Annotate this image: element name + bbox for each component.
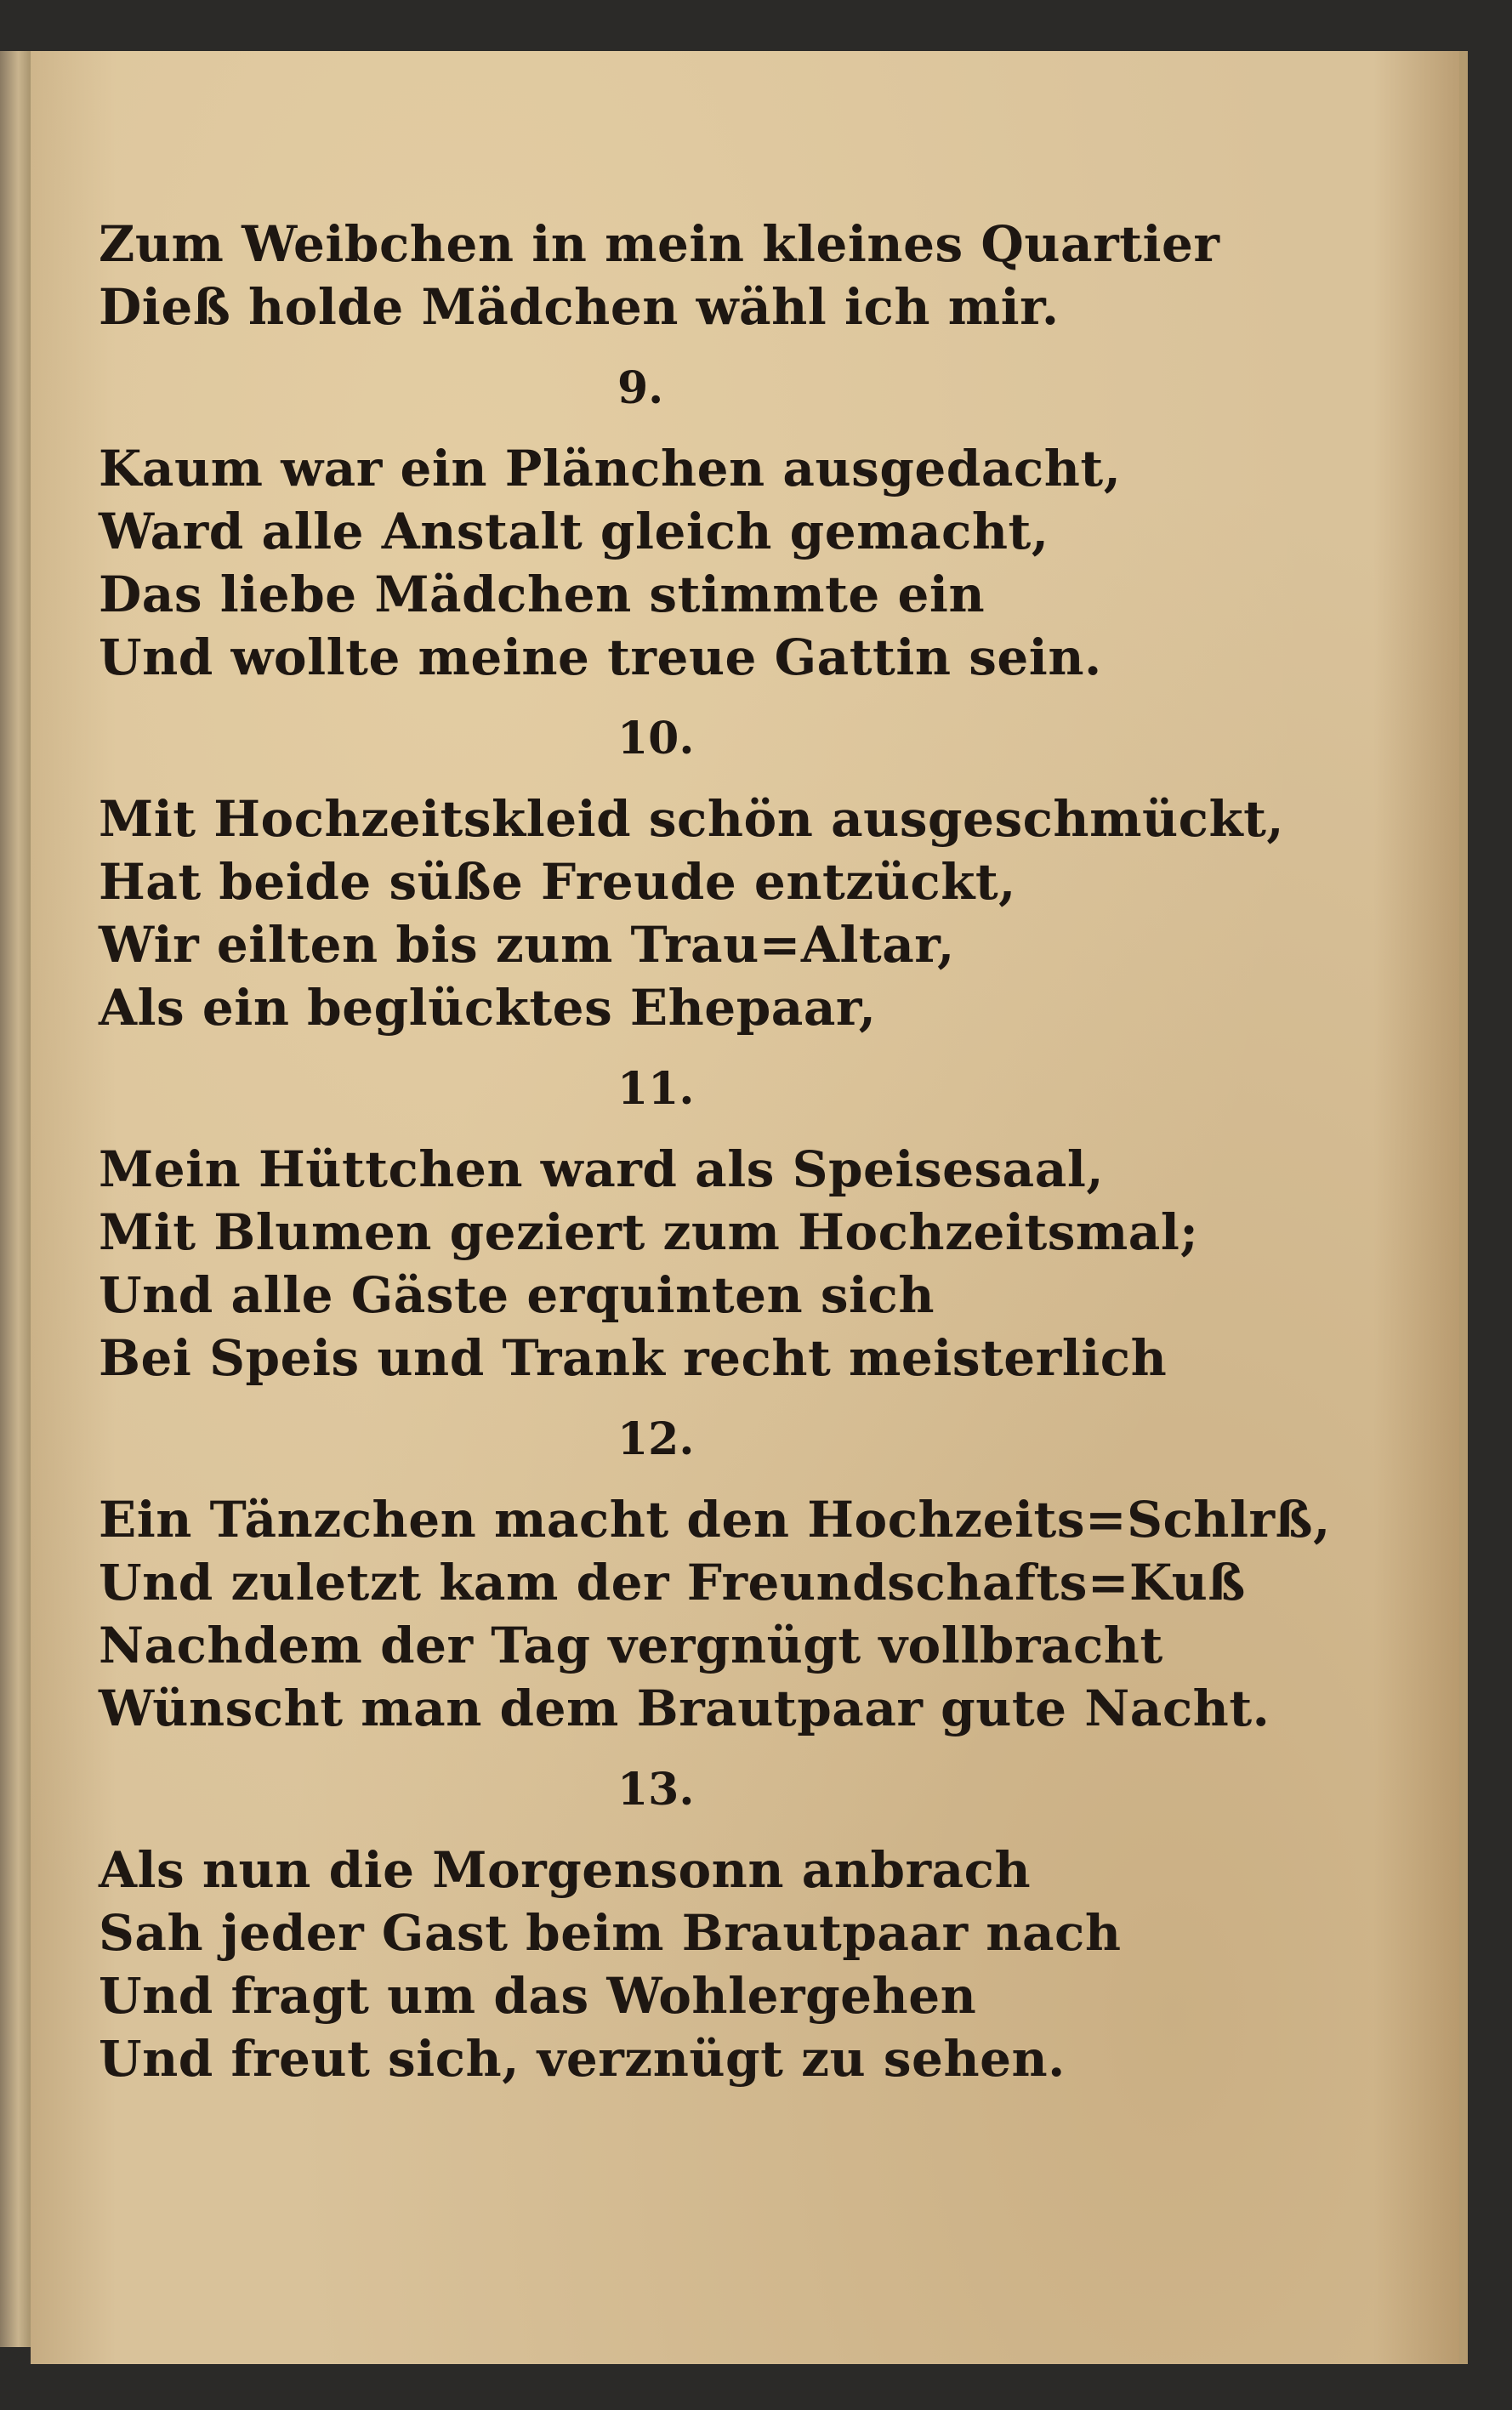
verse-line: Als nun die Morgensonn anbrach xyxy=(99,1841,1032,1899)
verse-line: Wir eilten bis zum Trau=Altar, xyxy=(99,916,955,974)
stanza-number: 12. xyxy=(617,1413,695,1465)
verse-line: Bei Speis und Trank recht meisterlich xyxy=(99,1329,1168,1387)
verse-line: Mit Hochzeitskleid schön ausgeschmückt, xyxy=(99,790,1285,848)
verse-line: Und fragt um das Wohlergehen xyxy=(99,1967,977,2025)
verse-line: Und freut sich, verznügt zu sehen. xyxy=(99,2030,1066,2088)
verse-line: Wünscht man dem Brautpaar gute Nacht. xyxy=(99,1680,1270,1737)
verse-line: Zum Weibchen in mein kleines Quartier xyxy=(99,215,1220,273)
stanza-number: 10. xyxy=(617,713,695,764)
verse-line: Und wollte meine treue Gattin sein. xyxy=(99,628,1102,686)
verse-line: Und alle Gäste erquinten sich xyxy=(99,1266,935,1324)
verse-line: Mein Hüttchen ward als Speisesaal, xyxy=(99,1140,1105,1198)
stanza-9 xyxy=(99,350,1196,689)
stanza-number: 11. xyxy=(617,1063,695,1115)
stanza-10 xyxy=(99,701,1285,1039)
poem-body xyxy=(99,213,1331,2090)
stanza-13 xyxy=(99,1752,1196,2090)
stanza-number: 9. xyxy=(617,362,664,414)
verse-line: Dieß holde Mädchen wähl ich mir. xyxy=(99,278,1060,336)
verse-line: Als ein beglücktes Ehepaar, xyxy=(99,979,877,1037)
verse-line: Mit Blumen geziert zum Hochzeitsmal; xyxy=(99,1203,1199,1261)
stanza-12 xyxy=(99,1401,1331,1740)
verse-line: Ward alle Anstalt gleich gemacht, xyxy=(99,503,1049,560)
book-spine xyxy=(0,51,31,2347)
verse-line: Das liebe Mädchen stimmte ein xyxy=(99,566,986,623)
stanza-continuation xyxy=(99,213,1220,338)
verse-line: Hat beide süße Freude entzückt, xyxy=(99,853,1016,911)
verse-line: Sah jeder Gast beim Brautpaar nach xyxy=(99,1904,1122,1962)
stanza-number: 13. xyxy=(617,1764,695,1816)
book-page xyxy=(31,51,1468,2364)
verse-line: Nachdem der Tag vergnügt vollbracht xyxy=(99,1617,1163,1674)
verse-line: Ein Tänzchen macht den Hochzeits=Schlrß, xyxy=(99,1491,1331,1549)
verse-line: Kaum war ein Plänchen ausgedacht, xyxy=(99,440,1122,497)
stanza-11 xyxy=(99,1051,1199,1390)
verse-line: Und zuletzt kam der Freundschafts=Kuß xyxy=(99,1554,1246,1611)
